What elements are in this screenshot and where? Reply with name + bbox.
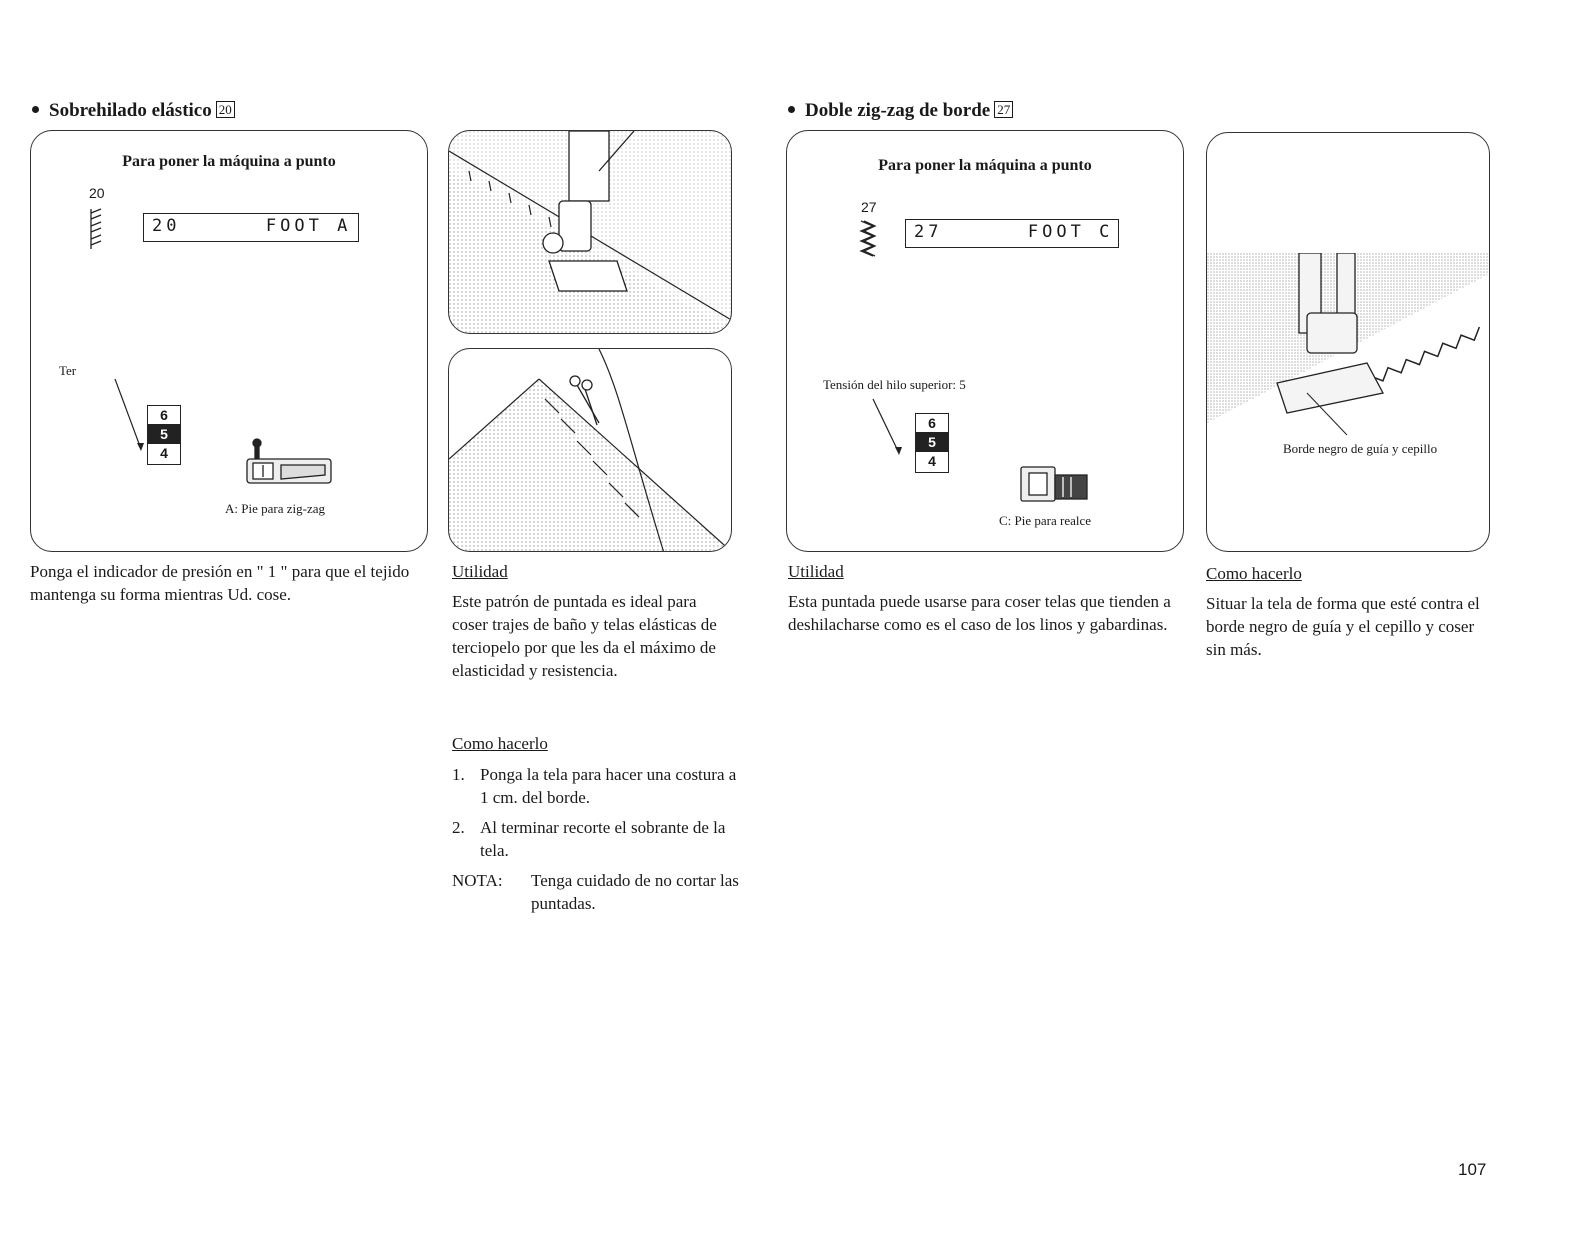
utilidad-text-right: Esta puntada puede usarse para coser telas que tienden a deshilacharse como es el caso de los linos y gabardinas.	[788, 592, 1171, 634]
bullet-icon	[788, 106, 795, 113]
step-item: 2. Al terminar recorte el sobrante de la tela.	[452, 818, 726, 860]
photo-panel	[1206, 132, 1490, 552]
tension-pointer-line	[111, 377, 151, 455]
como-text-right: Situar la tela de forma que esté contra el borde negro de guía y el cepillo y coser sin más.	[1206, 594, 1480, 659]
setup-panel-right	[786, 130, 1184, 552]
dial-value: 4	[160, 445, 168, 461]
trimming-illustration	[449, 349, 732, 552]
setup-panel-left	[30, 130, 428, 552]
utilidad-title-left: Utilidad	[452, 562, 508, 581]
nota-text: Tenga cuidado de no cortar las puntadas.	[531, 871, 739, 913]
illustration-sewing-panel	[448, 130, 732, 334]
utilidad-title-right: Utilidad	[788, 562, 844, 581]
photo-caption: Borde negro de guía y cepillo	[1283, 441, 1438, 456]
tension-pointer-line	[869, 397, 909, 459]
setup-title: Para poner la máquina a punto	[878, 157, 1092, 174]
tension-label: Tensión del hilo superior: 5	[823, 377, 966, 392]
illustration-trimming-panel	[448, 348, 732, 552]
stitch-pattern-icon	[859, 219, 877, 261]
setup-title: Para poner la máquina a punto	[122, 153, 336, 170]
section-heading-sobrehilado: Sobrehilado elástico 20	[32, 100, 235, 122]
pressure-note: Ponga el indicador de presión en " 1 " para que el tejido mantenga su forma mientras Ud. cose.	[30, 562, 410, 604]
nota-label: NOTA:	[452, 871, 503, 890]
pattern-number-badge: 27	[994, 101, 1013, 118]
edge-guide-photo	[1207, 253, 1490, 453]
pattern-number-badge: 20	[216, 101, 235, 118]
dial-value-selected: 5	[916, 433, 948, 452]
tension-dial	[915, 413, 949, 473]
tension-label: Ter	[59, 363, 77, 378]
page-number: 107	[1458, 1160, 1487, 1179]
utilidad-text-left: Este patrón de puntada es ideal para coser trajes de baño y telas elásticas de terciopelo por que les da el máximo de elasticidad y resistencia.	[452, 592, 717, 680]
zigzag-foot-icon	[241, 435, 333, 495]
como-title-left: Como hacerlo	[452, 734, 548, 753]
satin-foot-icon	[1019, 465, 1091, 505]
steps-block	[452, 763, 742, 915]
tension-dial	[147, 405, 181, 465]
foot-caption: C: Pie para realce	[999, 513, 1092, 528]
section-heading-doble-zigzag: Doble zig-zag de borde 27	[788, 100, 1013, 122]
como-title-right: Como hacerlo	[1206, 564, 1302, 583]
sewing-foot-illustration	[449, 131, 732, 334]
stitch-number: 27	[861, 199, 877, 215]
stitch-number: 20	[89, 185, 105, 201]
dial-value: 6	[916, 414, 948, 433]
foot-caption: A: Pie para zig-zag	[225, 501, 325, 516]
nota-block	[452, 869, 742, 915]
stitch-pattern-icon	[87, 207, 109, 251]
lcd-display: 20 FOOT A	[143, 213, 359, 242]
step-item: 1. Ponga la tela para hacer una costura a 1 cm. del borde.	[452, 765, 737, 807]
lcd-display: 27 FOOT C	[905, 219, 1119, 248]
dial-value: 4	[928, 453, 936, 469]
dial-value: 6	[148, 406, 180, 425]
bullet-icon	[32, 106, 39, 113]
dial-value-selected: 5	[148, 425, 180, 444]
